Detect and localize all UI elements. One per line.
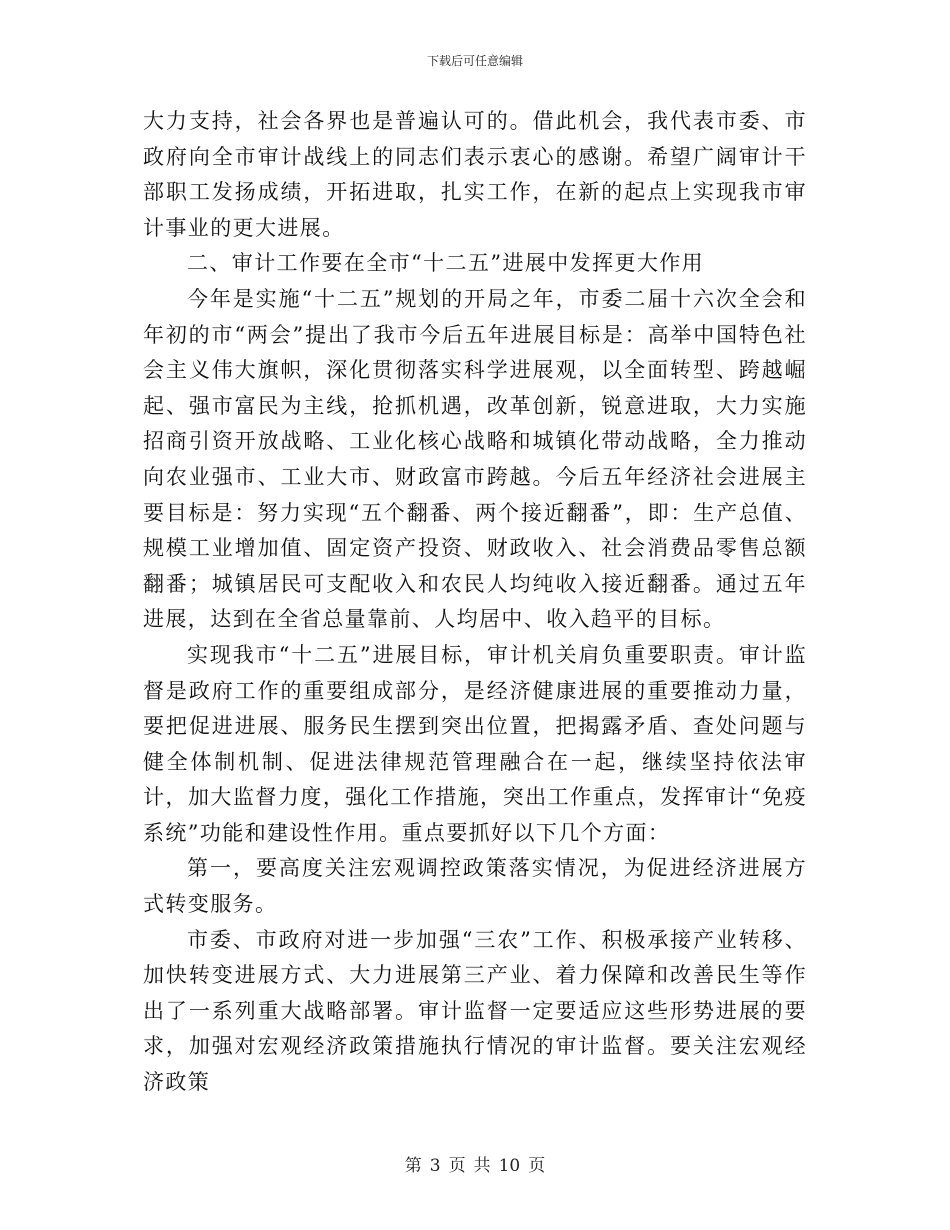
- page-header-note: 下载后可任意编辑: [426, 54, 523, 68]
- paragraph: 第一，要高度关注宏观调控政策落实情况，为促进经济进展方式转变服务。: [143, 856, 807, 917]
- paragraph: 大力支持，社会各界也是普遍认可的。借此机会，我代表市委、市政府向全市审计战线上的同志们表示衷心的感谢。希望广阔审计干部职工发扬成绩，开拓进取，扎实工作，在新的起点上实现我市审计事业的更大进展。: [143, 109, 807, 240]
- footer-total-pages: 10: [498, 1156, 521, 1176]
- footer-prefix: 第: [404, 1156, 422, 1176]
- footer-page-word: 页: [448, 1156, 466, 1176]
- paragraph: 今年是实施“十二五”规划的开局之年，市委二届十六次全会和年初的市“两会”提出了我市今后五年进展目标是：高举中国特色社会主义伟大旗帜，深化贯彻落实科学进展观，以全面转型、跨越崛起、强市富民为主线，抢抓机遇，改革创新，锐意进取，大力实施招商引资开放战略、工业化核心战略和城镇化带动战略，全力推动向农业强市、工业大市、财政富市跨越。今后五年经济社会进展主要目标是：努力实现“五个翻番、两个接近翻番”，即：生产总值、规模工业增加值、固定资产投资、财政收入、社会消费品零售总额翻番；城镇居民可支配收入和农民人均纯收入接近翻番。通过五年进展，达到在全省总量靠前、人均居中、收入趋平的目标。: [143, 286, 807, 632]
- section-heading: 二、审计工作要在全市“十二五”进展中发挥更大作用: [187, 251, 705, 276]
- footer-total-word: 共: [473, 1156, 491, 1176]
- paragraph: 市委、市政府对进一步加强“三农”工作、积极承接产业转移、加快转变进展方式、大力进展第三产业、着力保障和改善民生等作出了一系列重大战略部署。审计监督一定要适应这些形势进展的要求，加强对宏观经济政策措施执行情况的审计监督。要关注宏观经济政策: [143, 927, 807, 1095]
- document-body: [143, 104, 807, 1101]
- page-number-footer: [0, 1154, 950, 1178]
- footer-current-page: 3: [429, 1156, 441, 1176]
- paragraph: 实现我市“十二五”进展目标，审计机关肩负重要职责。审计监督是政府工作的重要组成部分，是经济健康进展的重要推动力量，要把促进进展、服务民生摆到突出位置，把揭露矛盾、查处问题与健全体制机制、促进法律规范管理融合在一起，继续坚持依法审计，加大监督力度，强化工作措施，突出工作重点，发挥审计“免疫系统”功能和建设性作用。重点要抓好以下几个方面：: [143, 642, 807, 845]
- footer-suffix: 页: [528, 1156, 546, 1176]
